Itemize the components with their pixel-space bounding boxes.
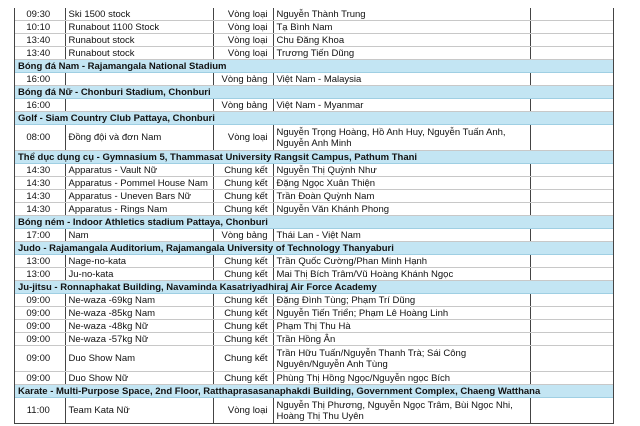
round-cell: Chung kết bbox=[213, 268, 273, 281]
schedule-row bbox=[15, 177, 613, 190]
athletes-cell: Mai Thị Bích Trâm/Vũ Hoàng Khánh Ngọc bbox=[273, 268, 530, 281]
venue-header: Bóng đá Nữ - Chonburi Stadium, Chonburi bbox=[15, 86, 613, 99]
schedule-row bbox=[15, 255, 613, 268]
note-cell bbox=[530, 190, 613, 203]
venue-header-row bbox=[15, 86, 613, 99]
time-cell: 13:00 bbox=[15, 255, 65, 268]
venue-header: Thể dục dụng cụ - Gymnasium 5, Thammasat University Rangsit Campus, Pathum Thani bbox=[15, 151, 613, 164]
round-cell: Vòng loại bbox=[213, 47, 273, 60]
note-cell bbox=[530, 255, 613, 268]
schedule-row bbox=[15, 47, 613, 60]
note-cell bbox=[530, 294, 613, 307]
venue-header: Golf - Siam Country Club Pattaya, Chonburi bbox=[15, 112, 613, 125]
note-cell bbox=[530, 8, 613, 21]
athletes-cell: Phùng Thị Hồng Ngọc/Nguyễn ngọc Bích bbox=[273, 372, 530, 385]
venue-header: Bóng ném - Indoor Athletics stadium Pattaya, Chonburi bbox=[15, 216, 613, 229]
event-cell: Apparatus - Pommel House Nam bbox=[65, 177, 213, 190]
athletes-cell: Trần Hữu Tuấn/Nguyễn Thanh Trà; Sái Công Nguyên/Nguyễn Anh Tùng bbox=[273, 346, 530, 372]
event-cell: Duo Show Nam bbox=[65, 346, 213, 372]
round-cell: Vòng loại bbox=[213, 8, 273, 21]
athletes-cell: Phạm Thị Thu Hà bbox=[273, 320, 530, 333]
round-cell: Vòng loại bbox=[213, 34, 273, 47]
round-cell: Chung kết bbox=[213, 177, 273, 190]
schedule-row bbox=[15, 346, 613, 372]
venue-header: Ju-jitsu - Ronnaphakat Building, Navaminda Kasatriyadhiraj Air Force Academy bbox=[15, 281, 613, 294]
event-cell: Đồng đội và đơn Nam bbox=[65, 125, 213, 151]
time-cell: 08:00 bbox=[15, 125, 65, 151]
round-cell: Chung kết bbox=[213, 372, 273, 385]
athletes-cell: Nguyễn Tiến Triển; Phạm Lê Hoàng Linh bbox=[273, 307, 530, 320]
time-cell: 09:30 bbox=[15, 8, 65, 21]
schedule-row bbox=[15, 333, 613, 346]
round-cell: Chung kết bbox=[213, 333, 273, 346]
time-cell: 14:30 bbox=[15, 164, 65, 177]
schedule-row bbox=[15, 8, 613, 21]
time-cell: 13:40 bbox=[15, 34, 65, 47]
round-cell: Chung kết bbox=[213, 203, 273, 216]
event-cell: Duo Show Nữ bbox=[65, 372, 213, 385]
athletes-cell: Thái Lan - Việt Nam bbox=[273, 229, 530, 242]
round-cell: Chung kết bbox=[213, 255, 273, 268]
round-cell: Vòng bảng bbox=[213, 99, 273, 112]
athletes-cell: Trần Hồng Ân bbox=[273, 333, 530, 346]
schedule-row bbox=[15, 268, 613, 281]
athletes-cell: Tạ Bình Nam bbox=[273, 21, 530, 34]
time-cell: 13:40 bbox=[15, 47, 65, 60]
athletes-cell: Nguyễn Thành Trung bbox=[273, 8, 530, 21]
time-cell: 09:00 bbox=[15, 294, 65, 307]
athletes-cell: Trần Quốc Cường/Phan Minh Hạnh bbox=[273, 255, 530, 268]
time-cell: 09:00 bbox=[15, 333, 65, 346]
note-cell bbox=[530, 320, 613, 333]
event-cell: Nage-no-kata bbox=[65, 255, 213, 268]
note-cell bbox=[530, 346, 613, 372]
round-cell: Chung kết bbox=[213, 190, 273, 203]
round-cell: Vòng loại bbox=[213, 398, 273, 424]
venue-header-row bbox=[15, 151, 613, 164]
schedule-row bbox=[15, 73, 613, 86]
time-cell: 10:10 bbox=[15, 21, 65, 34]
athletes-cell: Nguyễn Văn Khánh Phong bbox=[273, 203, 530, 216]
schedule-row bbox=[15, 190, 613, 203]
time-cell: 14:30 bbox=[15, 177, 65, 190]
event-cell: Apparatus - Uneven Bars Nữ bbox=[65, 190, 213, 203]
athletes-cell: Trương Tiến Dũng bbox=[273, 47, 530, 60]
round-cell: Vòng bảng bbox=[213, 229, 273, 242]
note-cell bbox=[530, 125, 613, 151]
schedule-row bbox=[15, 99, 613, 112]
athletes-cell: Đặng Ngọc Xuân Thiện bbox=[273, 177, 530, 190]
note-cell bbox=[530, 34, 613, 47]
schedule-row bbox=[15, 320, 613, 333]
event-cell: Runabout 1100 Stock bbox=[65, 21, 213, 34]
event-cell: Runabout stock bbox=[65, 34, 213, 47]
schedule-row bbox=[15, 34, 613, 47]
round-cell: Vòng loại bbox=[213, 21, 273, 34]
event-cell: Team Kata Nữ bbox=[65, 398, 213, 424]
venue-header-row bbox=[15, 242, 613, 255]
note-cell bbox=[530, 21, 613, 34]
round-cell: Chung kết bbox=[213, 164, 273, 177]
note-cell bbox=[530, 99, 613, 112]
schedule-row bbox=[15, 203, 613, 216]
athletes-cell: Nguyễn Thị Phương, Nguyễn Ngọc Trâm, Bùi Ngọc Nhi, Hoàng Thị Thu Uyên bbox=[273, 398, 530, 424]
athletes-cell: Chu Đăng Khoa bbox=[273, 34, 530, 47]
athletes-cell: Việt Nam - Malaysia bbox=[273, 73, 530, 86]
note-cell bbox=[530, 333, 613, 346]
venue-header: Bóng đá Nam - Rajamangala National Stadium bbox=[15, 60, 613, 73]
schedule-table bbox=[15, 8, 613, 424]
round-cell: Vòng loại bbox=[213, 125, 273, 151]
time-cell: 16:00 bbox=[15, 73, 65, 86]
schedule-row bbox=[15, 125, 613, 151]
note-cell bbox=[530, 73, 613, 86]
round-cell: Chung kết bbox=[213, 294, 273, 307]
event-cell bbox=[65, 99, 213, 112]
time-cell: 09:00 bbox=[15, 372, 65, 385]
round-cell: Chung kết bbox=[213, 307, 273, 320]
note-cell bbox=[530, 203, 613, 216]
event-cell: Apparatus - Vault Nữ bbox=[65, 164, 213, 177]
venue-header: Karate - Multi-Purpose Space, 2nd Floor, Ratthaprasasanaphakdi Building, Government Complex, Chaeng Watthana bbox=[15, 385, 613, 398]
time-cell: 09:00 bbox=[15, 320, 65, 333]
athletes-cell: Trần Đoàn Quỳnh Nam bbox=[273, 190, 530, 203]
event-cell: Ski 1500 stock bbox=[65, 8, 213, 21]
note-cell bbox=[530, 398, 613, 424]
note-cell bbox=[530, 268, 613, 281]
event-cell: Ne-waza -57kg Nữ bbox=[65, 333, 213, 346]
event-cell: Runabout stock bbox=[65, 47, 213, 60]
time-cell: 17:00 bbox=[15, 229, 65, 242]
venue-header-row bbox=[15, 216, 613, 229]
schedule-row bbox=[15, 229, 613, 242]
athletes-cell: Đặng Đình Tùng; Phạm Trí Dũng bbox=[273, 294, 530, 307]
note-cell bbox=[530, 229, 613, 242]
schedule-row bbox=[15, 164, 613, 177]
note-cell bbox=[530, 372, 613, 385]
event-cell: Ne-waza -69kg Nam bbox=[65, 294, 213, 307]
schedule-row bbox=[15, 307, 613, 320]
note-cell bbox=[530, 164, 613, 177]
event-cell: Ne-waza -85kg Nam bbox=[65, 307, 213, 320]
schedule-row bbox=[15, 21, 613, 34]
athletes-cell: Việt Nam - Myanmar bbox=[273, 99, 530, 112]
time-cell: 16:00 bbox=[15, 99, 65, 112]
venue-header-row bbox=[15, 385, 613, 398]
event-cell: Ne-waza -48kg Nữ bbox=[65, 320, 213, 333]
event-cell: Nam bbox=[65, 229, 213, 242]
event-cell: Apparatus - Rings Nam bbox=[65, 203, 213, 216]
athletes-cell: Nguyễn Thị Quỳnh Như bbox=[273, 164, 530, 177]
venue-header: Judo - Rajamangala Auditorium, Rajamangala University of Technology Thanyaburi bbox=[15, 242, 613, 255]
note-cell bbox=[530, 177, 613, 190]
note-cell bbox=[530, 307, 613, 320]
schedule-sheet bbox=[14, 8, 614, 424]
schedule-row bbox=[15, 398, 613, 424]
venue-header-row bbox=[15, 281, 613, 294]
time-cell: 09:00 bbox=[15, 307, 65, 320]
schedule-body bbox=[15, 8, 613, 424]
athletes-cell: Nguyễn Trọng Hoàng, Hồ Anh Huy, Nguyễn Tuấn Anh, Nguyễn Anh Minh bbox=[273, 125, 530, 151]
event-cell bbox=[65, 73, 213, 86]
round-cell: Chung kết bbox=[213, 346, 273, 372]
event-cell: Ju-no-kata bbox=[65, 268, 213, 281]
time-cell: 11:00 bbox=[15, 398, 65, 424]
round-cell: Vòng bảng bbox=[213, 73, 273, 86]
venue-header-row bbox=[15, 112, 613, 125]
venue-header-row bbox=[15, 60, 613, 73]
time-cell: 14:30 bbox=[15, 190, 65, 203]
note-cell bbox=[530, 47, 613, 60]
round-cell: Chung kết bbox=[213, 320, 273, 333]
schedule-row bbox=[15, 294, 613, 307]
time-cell: 09:00 bbox=[15, 346, 65, 372]
schedule-row bbox=[15, 372, 613, 385]
time-cell: 13:00 bbox=[15, 268, 65, 281]
time-cell: 14:30 bbox=[15, 203, 65, 216]
